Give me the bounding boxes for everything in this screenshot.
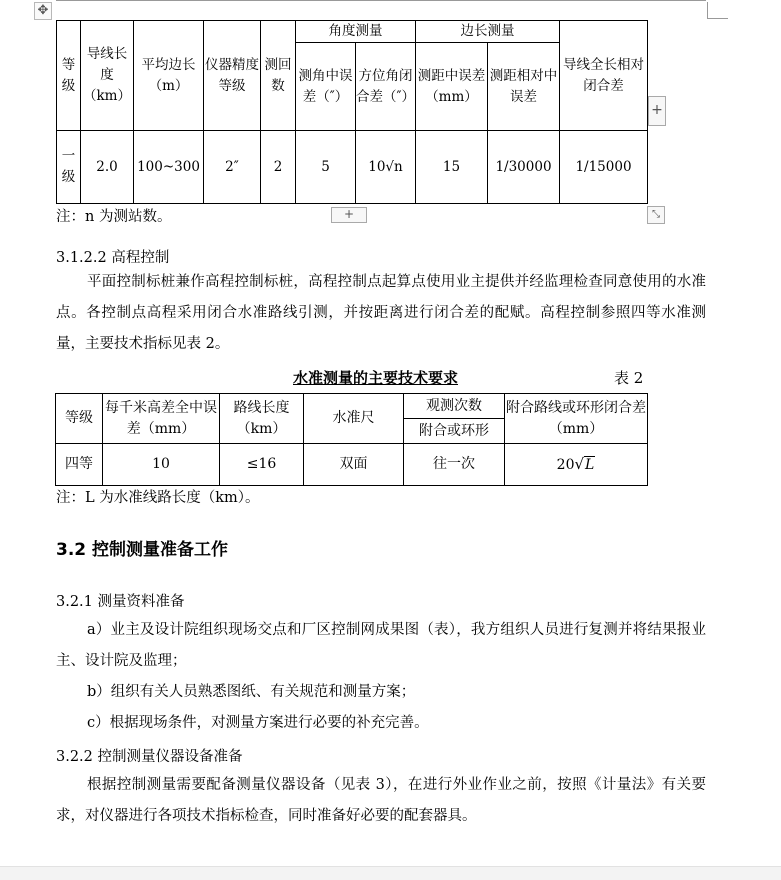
- cell-grade: 四等: [56, 444, 103, 486]
- col-header-grade: 等级: [56, 394, 103, 444]
- table1-note: 注：n 为测站数。: [56, 209, 172, 225]
- section-title-elevation: 3.1.2.2 高程控制: [56, 250, 170, 266]
- cell-dist-rel: 1/30000: [488, 131, 560, 204]
- group-header-obs: 观测次数: [404, 394, 505, 419]
- cell-grade: 一级: [57, 131, 81, 204]
- col-header-angle-err: 测角中误差（″）: [296, 43, 356, 131]
- col-header-length: 导线长度（km）: [81, 21, 134, 131]
- closure-coefficient: 20: [556, 456, 575, 473]
- sqrt-icon: √: [574, 454, 585, 473]
- cell-obs: 往一次: [404, 444, 505, 486]
- col-header-obs: 附合或环形: [404, 419, 505, 444]
- page-top-border: [56, 0, 706, 1]
- table-row: [56, 444, 648, 486]
- leveling-spec-table: [55, 393, 648, 486]
- paragraph-instruments: 根据控制测量需要配备测量仪器设备（见表 3），在进行外业作业之前，按照《计量法》有关要求，对仪器进行各项技术指标检查，同时准备好必要的配套器具。: [56, 777, 706, 824]
- col-header-rounds: 测回数: [261, 21, 296, 131]
- table-resize-icon[interactable]: ⤡: [647, 206, 665, 224]
- list-item-c: c）根据现场条件，对测量方案进行必要的补充完善。: [87, 715, 429, 731]
- cell-precision: 2″: [204, 131, 261, 204]
- cell-length: 2.0: [81, 131, 134, 204]
- cell-err: 10: [103, 444, 220, 486]
- col-header-staff: 水准尺: [304, 394, 404, 444]
- cell-route: ≤16: [220, 444, 304, 486]
- subsection-title-3-2-1: 3.2.1 测量资料准备: [56, 594, 185, 610]
- col-header-total-rel: 导线全长相对闭合差: [560, 21, 648, 131]
- table2-caption: 水准测量的主要技术要求: [293, 369, 459, 387]
- add-row-button[interactable]: +: [331, 207, 367, 223]
- table2-note: 注：L 为水准线路长度（km）。: [56, 490, 260, 506]
- col-header-dist-rel: 测距相对中误差: [488, 43, 560, 131]
- closure-variable: L: [585, 456, 595, 473]
- list-item-a: a）业主及设计院组织现场交点和厂区控制网成果图（表），我方组织人员进行复测并将结果报业主、设计院及监理；: [56, 622, 706, 669]
- paragraph-elevation: 平面控制标桩兼作高程控制标桩，高程控制点起算点使用业主提供并经监理检查同意使用的水准点。各控制点高程采用闭合水准路线引测，并按距离进行闭合差的配赋。高程控制参照四等水准测量，主要技术指标见表 2。: [56, 274, 706, 352]
- col-header-closure: 附合路线或环形闭合差（mm）: [505, 394, 648, 444]
- traverse-spec-table: [56, 20, 648, 204]
- col-header-route: 路线长度（km）: [220, 394, 304, 444]
- cell-closure: [505, 444, 648, 486]
- list-item-b: b）组织有关人员熟悉图纸、有关规范和测量方案；: [87, 684, 416, 700]
- col-header-grade: 等级: [57, 21, 81, 131]
- table2-number: 表 2: [614, 369, 644, 387]
- cell-total-rel: 1/15000: [560, 131, 648, 204]
- table-row: [57, 131, 648, 204]
- page-bottom-bar: [0, 866, 781, 880]
- add-column-button[interactable]: +: [648, 96, 666, 126]
- cell-dist-err: 15: [416, 131, 488, 204]
- col-header-precision: 仪器精度等级: [204, 21, 261, 131]
- page-corner-mark: [707, 2, 728, 19]
- cell-staff: 双面: [304, 444, 404, 486]
- table-move-handle-icon[interactable]: ✥: [34, 2, 52, 20]
- group-header-angle: 角度测量: [296, 21, 416, 43]
- cell-rounds: 2: [261, 131, 296, 204]
- cell-avg-side: 100~300: [134, 131, 204, 204]
- cell-angle-err: 5: [296, 131, 356, 204]
- col-header-azimuth: 方位角闭合差（″）: [356, 43, 416, 131]
- section-heading-3-2: 3.2 控制测量准备工作: [56, 540, 229, 560]
- col-header-avg-side: 平均边长（m）: [134, 21, 204, 131]
- subsection-title-3-2-2: 3.2.2 控制测量仪器设备准备: [56, 749, 243, 765]
- group-header-side: 边长测量: [416, 21, 560, 43]
- col-header-err: 每千米高差全中误差（mm）: [103, 394, 220, 444]
- cell-azimuth: 10√n: [356, 131, 416, 204]
- col-header-dist-err: 测距中误差（mm）: [416, 43, 488, 131]
